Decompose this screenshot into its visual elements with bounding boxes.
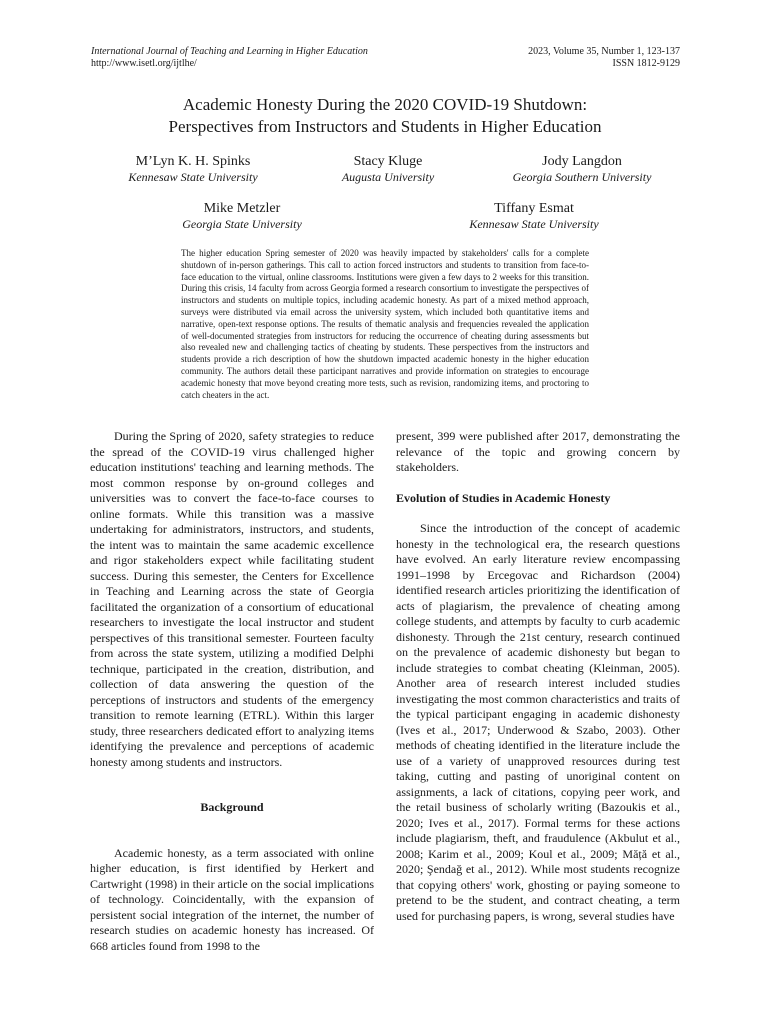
author-4: [122, 200, 362, 232]
title-line-1: Academic Honesty During the 2020 COVID-19 Shutdown:: [182, 95, 588, 114]
author-affiliation: Georgia Southern University: [512, 170, 652, 184]
abstract: The higher education Spring semester of 2020 was heavily impacted by stakeholders' calls for a complete shutdown of in-person gatherings. This call to action forced instructors and students to transition from face-to-face education to the virtual, online classrooms. Institutions were given a few days to 2 weeks for this transition. During this crisis, 14 faculty from across Georgia formed a research consortium to investigate the perspectives of instructors and students on multiple topics, including academic honesty. As part of a mixed method approach, surveys were distributed via email across the university system, which included both quantitative items and narrative, open-text response options. The results of thematic analysis and frequencies revealed the application of well-documented strategies from instructors for reducing the occurrence of cheating during assessments but also revealed new and challenging tactics of cheating by students. These perspectives from the instructors and students provide a rich description of how the shutdown impacted academic honesty in the higher education community. The authors detail these participant narratives and provide information on strategies to encourage academic honesty that move beyond creating more tests, such as revision, randomizing items, and proctoring to catch cheaters in the act.: [181, 248, 589, 400]
author-name: Mike Metzler: [203, 201, 281, 216]
running-header-left: [91, 46, 368, 70]
volume-info: 2023, Volume 35, Number 1, 123-137: [528, 46, 680, 57]
paper-title: [60, 94, 710, 138]
background-paragraph: Academic honesty, as a term associated with online higher education, is first identified by Herkert and Cartwright (1998) in their article on the social implications of technology. Coincidentally, with the expansion of persistent social integration of the internet, the number of research studies on academic honesty has increased. Of 668 articles found from 1998 to the: [90, 845, 374, 953]
author-name: M’Lyn K. H. Spinks: [135, 154, 251, 169]
author-affiliation: Augusta University: [341, 170, 435, 184]
running-header-right: [528, 46, 680, 70]
journal-url: http://www.isetl.org/ijtlhe/: [91, 58, 197, 69]
author-name: Tiffany Esmat: [494, 201, 574, 216]
author-name: Jody Langdon: [542, 154, 622, 169]
issn: ISSN 1812-9129: [612, 58, 680, 69]
author-affiliation: Kennesaw State University: [469, 217, 599, 231]
evolution-paragraph: Since the introduction of the concept of academic honesty in the technological era, the research questions have evolved. An early literature review encompassing 1991–1998 by Ercegovac and Richardson (2004) identified research articles prioritizing the identification of acts of plagiarism, the prevalence of cheating among college students, and attempts by faculty to curb academic dishonesty. Through the 21st century, research continued on the prevalence of academic dishonesty but began to include strategies to combat cheating (Kleinman, 2005). Another area of research interest included studies investigating the most common characteristics and traits of the typical participant engaging in academic dishonesty (Ives et al., 2017; Underwood & Szabo, 2003). Other methods of cheating identified in the literature include the use of a variety of unapproved resources during test taking, cutting and pasting of unoriginal content on assignments, a lack of citations, copying peer work, and the retail business of scholarly writing (Bazoukis et al., 2020; Ives et al., 2017). Formal terms for these actions include plagiarism, theft, and fraudulence (Akbulut et al., 2008; Karim et al., 2009; Koul et al., 2009; Măță et al., 2020; Şendağ et al., 2012). While most students recognize that copying others' work, ghosting or paying someone to pretend to be the student, and contract cheating, a term used for purchasing papers, is wrong, several studies have: [396, 521, 680, 923]
continued-paragraph: present, 399 were published after 2017, demonstrating the relevance of the topic and growing concern by stakeholders.: [396, 429, 680, 474]
title-line-2: Perspectives from Instructors and Students in Higher Education: [168, 117, 602, 136]
section-heading-evolution: Evolution of Studies in Academic Honesty: [396, 490, 611, 505]
author-3: [462, 153, 702, 185]
author-5: [414, 200, 654, 232]
author-name: Stacy Kluge: [353, 154, 423, 169]
author-affiliation: Georgia State University: [182, 217, 302, 231]
section-heading-background: Background: [200, 800, 264, 814]
right-column: [396, 429, 680, 924]
left-column: [90, 429, 374, 954]
author-affiliation: Kennesaw State University: [128, 170, 258, 184]
intro-paragraph: During the Spring of 2020, safety strategies to reduce the spread of the COVID-19 virus challenged higher education institutions' teaching and learning methods. The most common response by on-ground colleges and universities was to convert the face-to-face courses to online formats. While this transition was a massive undertaking for administrators, instructors, and students, the intent was to maintain the same academic excellence and rigor stakeholders expect while facilitating student success. During this semester, the Centers for Excellence in Teaching and Learning across the state of Georgia facilitated the organization of a consortium of educational researchers to investigate the local instructor and student perspectives of this transitional semester. Fourteen faculty from across the state system, utilizing a modified Delphi technique, participated in the creation, distribution, and collection of data answering the question of the perceptions of instructors and students of the emergency transition to remote learning (ETRL). Within this larger study, three researchers dedicated effort to analyzing items identifying the prevalence and perceptions of academic honesty among students and instructors.: [90, 429, 374, 769]
journal-name: International Journal of Teaching and Learning in Higher Education: [91, 46, 368, 57]
